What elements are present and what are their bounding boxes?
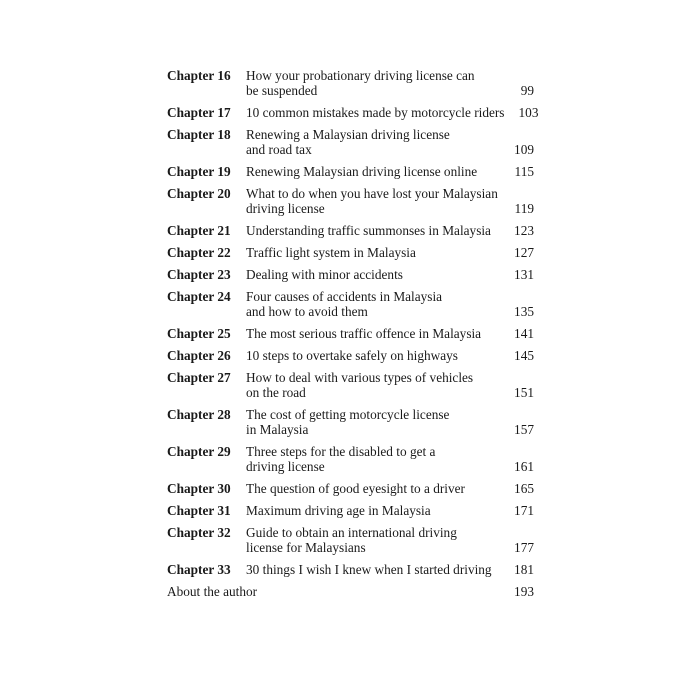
toc-entry [167, 348, 534, 363]
page-number: 165 [514, 481, 534, 496]
title-line: and road tax [246, 142, 312, 157]
page-number: 135 [514, 304, 534, 319]
title-line: in Malaysia [246, 422, 309, 437]
chapter-title [246, 481, 500, 496]
chapter-title [246, 370, 500, 400]
title-line: driving license [246, 201, 325, 216]
title-line: Understanding traffic summonses in Malaysia [246, 223, 491, 238]
page-number: 193 [514, 584, 534, 599]
title-line: license for Malaysians [246, 540, 366, 555]
page-number: 127 [514, 245, 534, 260]
chapter-number: Chapter 27 [167, 370, 231, 385]
chapter-title [246, 326, 500, 341]
chapter-number: Chapter 30 [167, 481, 231, 496]
chapter-number: Chapter 31 [167, 503, 231, 518]
title-line: 30 things I wish I knew when I started driving [246, 562, 492, 577]
title-line: and how to avoid them [246, 304, 368, 319]
page-number: 119 [514, 201, 534, 216]
chapter-number: Chapter 16 [167, 68, 231, 83]
title-line: How your probationary driving license can [246, 68, 475, 83]
title-line: be suspended [246, 83, 318, 98]
chapter-number: Chapter 28 [167, 407, 231, 422]
chapter-number: Chapter 21 [167, 223, 231, 238]
page-number: 161 [514, 459, 534, 474]
title-line: 10 common mistakes made by motorcycle riders [246, 105, 505, 120]
page-number: 151 [514, 385, 534, 400]
chapter-title [246, 348, 500, 363]
toc-entry [167, 68, 534, 98]
chapter-number: Chapter 33 [167, 562, 231, 577]
chapter-number: Chapter 20 [167, 186, 231, 201]
chapter-title [246, 127, 500, 157]
toc-entry [167, 407, 534, 437]
toc-entry [167, 223, 534, 238]
chapter-title [246, 105, 504, 120]
title-line: Traffic light system in Malaysia [246, 245, 416, 260]
page-number: 141 [514, 326, 534, 341]
page-number: 171 [514, 503, 534, 518]
toc-entry [167, 481, 534, 496]
toc-entry-about-author [167, 584, 534, 599]
chapter-title [246, 223, 500, 238]
chapter-title [246, 503, 500, 518]
chapter-number: Chapter 22 [167, 245, 231, 260]
title-line: The cost of getting motorcycle license [246, 407, 450, 422]
toc-entry [167, 503, 534, 518]
page-number: 123 [514, 223, 534, 238]
chapter-number: Chapter 29 [167, 444, 231, 459]
toc-entry [167, 562, 534, 577]
chapter-number: Chapter 17 [167, 105, 231, 120]
toc-entry [167, 444, 534, 474]
chapter-title [246, 444, 500, 474]
title-line: driving license [246, 459, 325, 474]
chapter-number: Chapter 32 [167, 525, 231, 540]
page-number: 145 [514, 348, 534, 363]
toc-entry [167, 326, 534, 341]
title-line: on the road [246, 385, 306, 400]
toc-entry [167, 370, 534, 400]
page-number: 157 [514, 422, 534, 437]
title-line: 10 steps to overtake safely on highways [246, 348, 458, 363]
toc-entry [167, 186, 534, 216]
chapter-number: Chapter 26 [167, 348, 231, 363]
toc-entry [167, 525, 534, 555]
chapter-title [246, 68, 500, 98]
title-line: How to deal with various types of vehicles [246, 370, 474, 385]
title-line: Four causes of accidents in Malaysia [246, 289, 443, 304]
page-number: 109 [514, 142, 534, 157]
page-number: 181 [514, 562, 534, 577]
chapter-number: Chapter 24 [167, 289, 231, 304]
page-number: 131 [514, 267, 534, 282]
toc-entry [167, 105, 539, 120]
title-line: Maximum driving age in Malaysia [246, 503, 431, 518]
toc-entry [167, 245, 534, 260]
toc-entry [167, 164, 534, 179]
chapter-title [246, 562, 500, 577]
about-author-label: About the author [167, 584, 258, 599]
chapter-title [246, 407, 500, 437]
title-line: Renewing a Malaysian driving license [246, 127, 450, 142]
toc-entry [167, 127, 534, 157]
page-number: 99 [520, 83, 534, 98]
chapter-title [246, 525, 500, 555]
chapter-number: Chapter 23 [167, 267, 231, 282]
chapter-title [246, 267, 500, 282]
chapter-title [246, 164, 500, 179]
toc-entry [167, 267, 534, 282]
chapter-title [246, 186, 500, 216]
title-line: The question of good eyesight to a driver [246, 481, 465, 496]
toc-entry [167, 289, 534, 319]
chapter-number: Chapter 19 [167, 164, 231, 179]
chapter-number: Chapter 18 [167, 127, 231, 142]
chapter-title [246, 245, 500, 260]
title-line: Dealing with minor accidents [246, 267, 403, 282]
title-line: The most serious traffic offence in Malaysia [246, 326, 482, 341]
title-line: Guide to obtain an international driving [246, 525, 457, 540]
page-number: 177 [514, 540, 534, 555]
chapter-title [246, 289, 500, 319]
title-line: Renewing Malaysian driving license online [246, 164, 478, 179]
title-line: Three steps for the disabled to get a [246, 444, 436, 459]
page-number: 115 [514, 164, 534, 179]
table-of-contents [167, 68, 539, 606]
chapter-number: Chapter 25 [167, 326, 231, 341]
title-line: What to do when you have lost your Malaysian [246, 186, 498, 201]
page-number: 103 [518, 105, 539, 120]
